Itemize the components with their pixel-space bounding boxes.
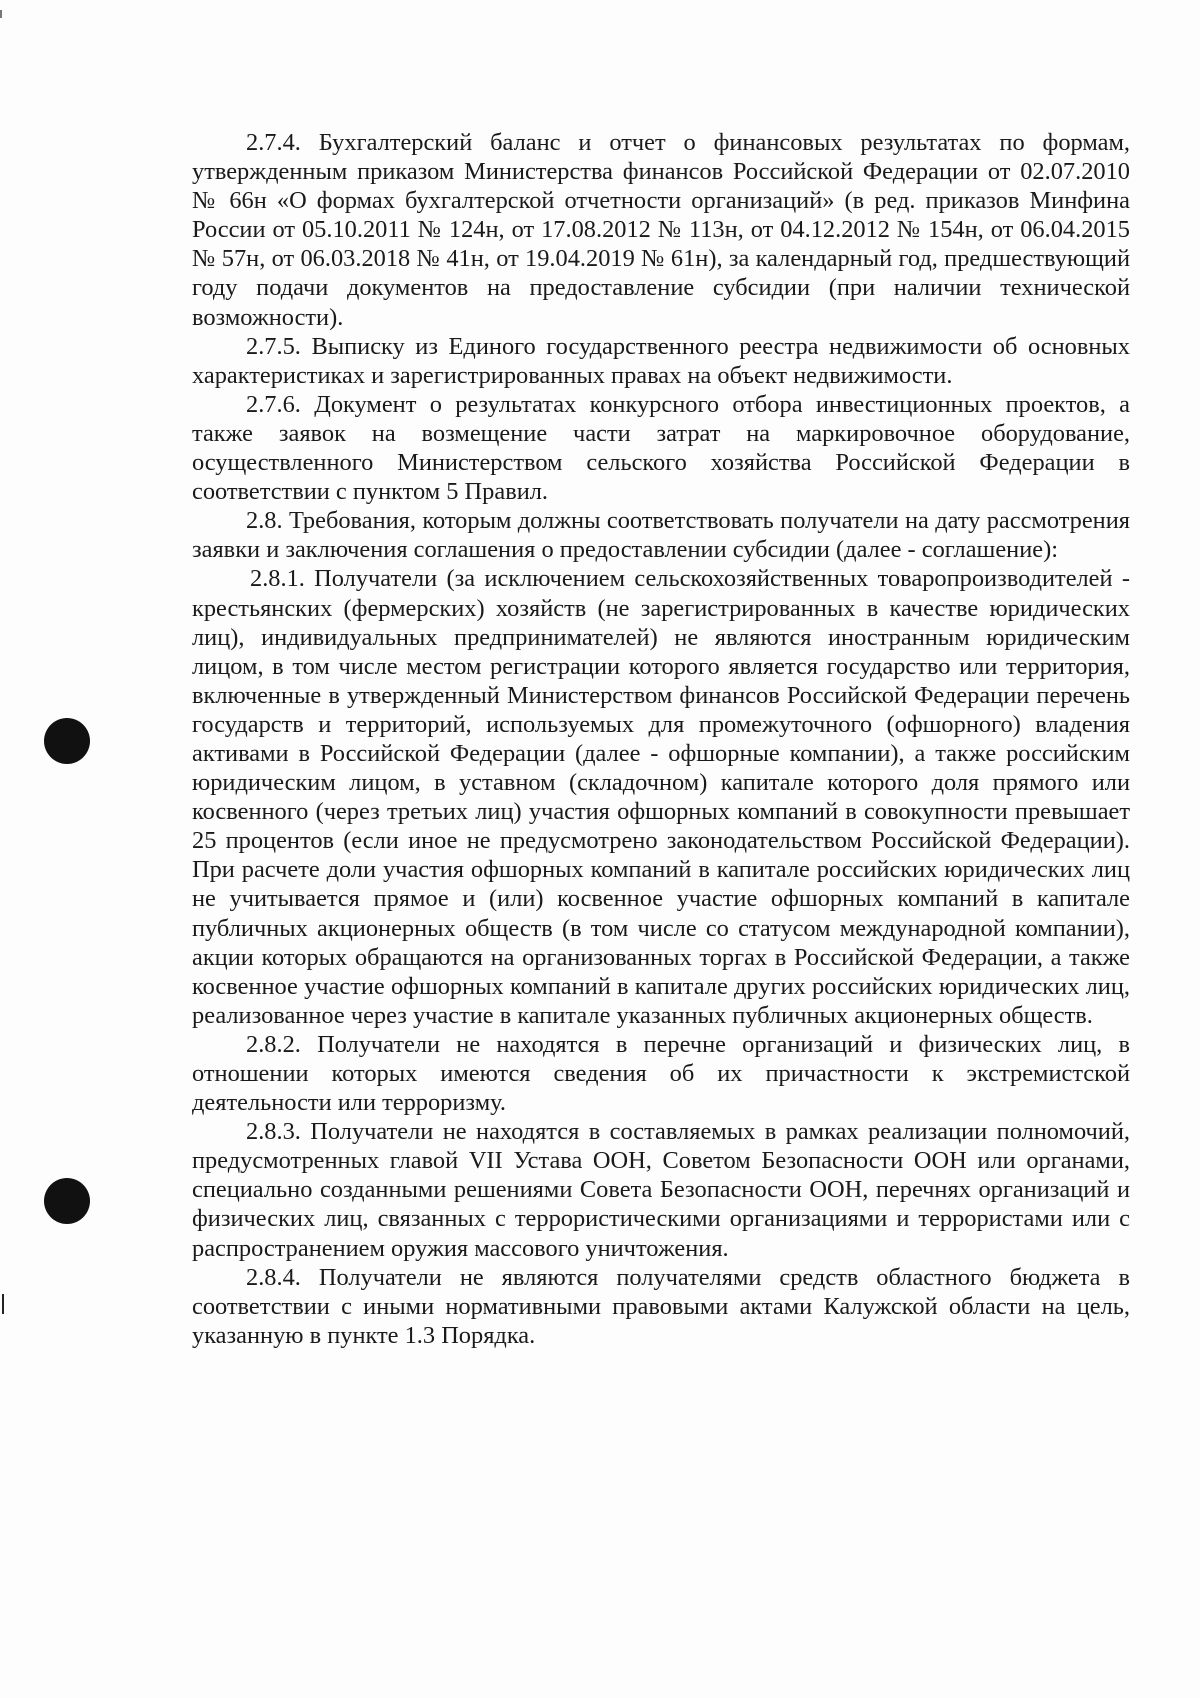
paragraph-2-7-6: 2.7.6. Документ о результатах конкурсного отбора инвестиционных проектов, а также заявок на возмещение части затрат на маркировочное оборудование, осуществленного Министерством сельского хозяйства Российской Федерации в соответствии с пунктом 5 Правил. [192, 390, 1130, 506]
punch-hole-mark [44, 718, 90, 764]
paragraph-2-8-2: 2.8.2. Получатели не находятся в перечне организаций и физических лиц, в отношении которых имеются сведения об их причастности к экстремистской деятельности или терроризму. [192, 1030, 1130, 1117]
paragraph-2-8-4: 2.8.4. Получатели не являются получателями средств областного бюджета в соответствии с иными нормативными правовыми актами Калужской области на цель, указанную в пункте 1.3 Порядка. [192, 1263, 1130, 1349]
document-body [192, 128, 1130, 1350]
paragraph-2-8-3: 2.8.3. Получатели не находятся в составляемых в рамках реализации полномочий, предусмотренных главой VII Устава ООН, Советом Безопасности ООН или органами, специально созданными решениями Совета Безопасности ООН, перечнях организаций и физических лиц, связанных с террористическими организациями и террористами или с распространением оружия массового уничтожения. [192, 1118, 1130, 1262]
paragraph-2-7-5: 2.7.5. Выписку из Единого государственного реестра недвижимости об основных характеристиках и зарегистрированных правах на объект недвижимости. [192, 332, 1130, 389]
paragraph-2-7-4: 2.7.4. Бухгалтерский баланс и отчет о финансовых результатах по формам, утвержденным приказом Министерства финансов Российской Федерации от 02.07.2010 № 66н «О формах бухгалтерской отчетности организаций» (в ред. приказов Минфина России от 05.10.2011 № 124н, от 17.08.2012 № 113н, от 04.12.2012 № 154н, от 06.04.2015 № 57н, от 06.03.2018 № 41н, от 19.04.2019 № 61н), за календарный год, предшествующий году подачи документов на предоставление субсидии (при наличии технической возможности). [192, 129, 1130, 331]
scan-artifact [2, 1294, 4, 1314]
scan-artifact [0, 10, 2, 18]
paragraph-2-8: 2.8. Требования, которым должны соответствовать получатели на дату рассмотрения заявки и заключения соглашения о предоставлении субсидии (далее - соглашение): [192, 507, 1130, 564]
paragraph-2-8-1: 2.8.1. Получатели (за исключением сельскохозяйственных товаропроизводителей - крестьянских (фермерских) хозяйств (не зарегистрированных в качестве юридических лиц), индивидуальных предпринимателей) не являются иностранным юридическим лицом, в том числе местом регистрации которого является государство или территория, включенные в утвержденный Министерством финансов Российской Федерации перечень государств и территорий, используемых для промежуточного (офшорного) владения активами в Российской Федерации (далее - офшорные компании), а также российским юридическим лицом, в уставном (складочном) капитале которого доля прямого или косвенного (через третьих лиц) участия офшорных компаний в совокупности превышает 25 процентов (если иное не предусмотрено законодательством Российской Федерации). При расчете доли участия офшорных компаний в капитале российских юридических лиц не учитывается прямое и (или) косвенное участие офшорных компаний в капитале публичных акционерных обществ (в том числе со статусом международной компании), акции которых обращаются на организованных торгах в Российской Федерации, а также косвенное участие офшорных компаний в капитале других российских юридических лиц, реализованное через участие в капитале указанных публичных акционерных обществ. [192, 565, 1130, 1029]
punch-hole-mark [44, 1178, 90, 1224]
